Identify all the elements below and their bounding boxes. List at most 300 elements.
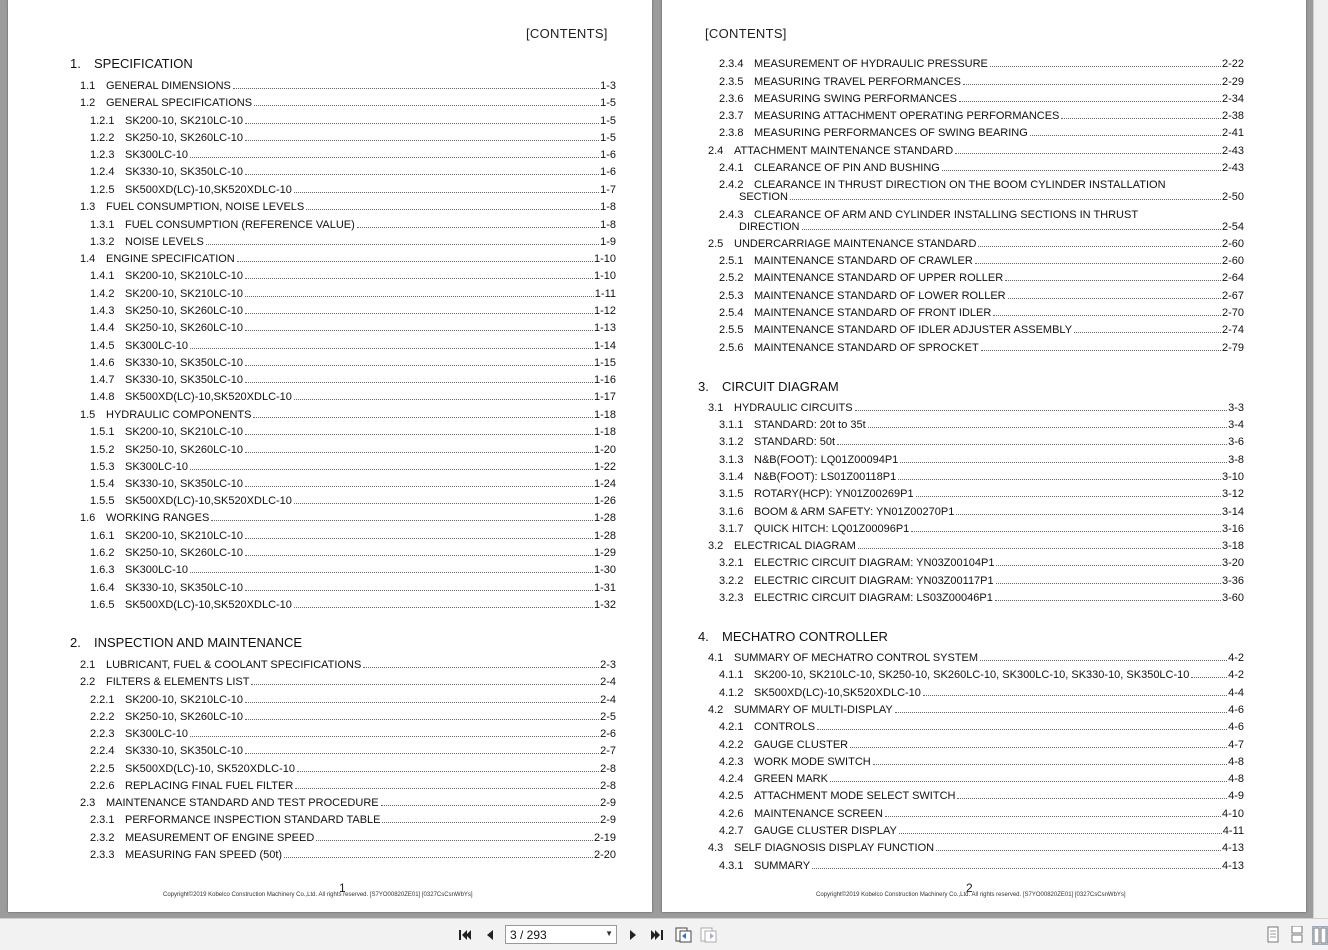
toc-entry[interactable] [90,444,616,458]
toc-entry[interactable] [90,305,616,319]
leader-dots [245,330,593,331]
toc-entry-number: 2.3.3 [90,849,115,861]
toc-entry-number: 4.3 [708,842,724,854]
toc-entry[interactable] [719,860,1244,874]
toc-entry[interactable] [90,832,616,846]
toc-entry-title: FUEL CONSUMPTION, NOISE LEVELS [106,201,305,213]
toc-entry-title: SK250-10, SK260LC-10 [125,711,244,723]
toc-entry[interactable] [719,790,1244,804]
toc-entry-continuation[interactable] [739,221,1244,235]
toc-entry[interactable] [80,659,616,673]
toc-entry-page: 3-6 [1228,436,1244,448]
toc-entry-title: SUMMARY [754,860,811,872]
toc-entry-number: 4.3.1 [719,860,744,872]
toc-entry-title: SK500XD(LC)-10,SK520XDLC-10 [125,599,292,611]
toc-entry[interactable] [719,162,1244,176]
toc-entry[interactable] [719,808,1244,822]
toc-entry-number: 1.6 [80,512,96,524]
toc-entry-page: 1-12 [593,305,616,317]
toc-entry[interactable] [719,669,1244,683]
leader-dots [812,868,1221,869]
toc-entry[interactable] [80,409,616,423]
toc-entry[interactable] [90,426,616,440]
toc-entry-title: SK330-10, SK350LC-10 [125,374,244,386]
toc-entry[interactable] [719,523,1244,537]
continuous-view-icon[interactable] [1290,926,1304,943]
leader-dots [190,157,599,158]
toc-entry[interactable] [90,547,616,561]
toc-entry-page: 1-16 [593,374,616,386]
facing-view-icon[interactable] [1312,926,1328,945]
leader-dots [942,170,1221,171]
toc-entry-page: 4-10 [1221,808,1244,820]
single-page-view-icon[interactable] [1266,926,1280,943]
toc-entry[interactable] [80,80,616,94]
toc-entry-number: 2.2.3 [90,728,115,740]
leader-dots [245,753,599,754]
toc-entry-number: 1.4.3 [90,305,115,317]
toc-entry[interactable] [90,530,616,544]
toc-entry-page: 1-17 [593,391,616,403]
toc-entry-number: 1.4.2 [90,288,115,300]
toc-entry-page: 3-10 [1221,471,1244,483]
toc-entry[interactable] [719,255,1244,269]
leader-dots [895,712,1227,713]
toc-entry-number: 4.2.6 [719,808,744,820]
leader-dots [957,798,1227,799]
toc-entry-number: 4.1.2 [719,687,744,699]
toc-entry[interactable] [708,402,1244,416]
toc-entry[interactable] [719,592,1244,606]
toc-entry-number: 2.2.1 [90,694,115,706]
toc-entry-title: MAINTENANCE STANDARD OF UPPER ROLLER [754,272,1004,284]
chevron-down-icon[interactable]: ▼ [605,929,613,938]
toc-entry[interactable] [719,127,1244,141]
toc-entry-title: SK200-10, SK210LC-10 [125,288,244,300]
toc-entry-page: 2-3 [600,659,616,671]
toc-entry[interactable] [708,540,1244,554]
leader-dots [868,427,1227,428]
toc-entry-title: PERFORMANCE INSPECTION STANDARD TABLE [125,814,381,826]
toc-entry-number: 2.3.1 [90,814,115,826]
toc-entry[interactable] [719,290,1244,304]
leader-dots [996,565,1221,566]
leader-dots [996,583,1221,584]
toc-entry-title: QUICK HITCH: LQ01Z00096P1 [754,523,910,535]
toc-entry-title: STANDARD: 50t [754,436,836,448]
toc-entry-number: 1.5 [80,409,96,421]
toc-entry-page: 2-34 [1221,93,1244,105]
toc-entry-page: 2-29 [1221,76,1244,88]
toc-entry-number: 3.1.3 [719,454,744,466]
toc-entry[interactable] [90,340,616,354]
toc-entry-title: MEASUREMENT OF ENGINE SPEED [125,832,315,844]
toc-entry-page: 4-7 [1228,739,1244,751]
toc-entry-number: 1.4 [80,253,96,265]
toc-entry[interactable] [708,145,1244,159]
toc-entry-page: 3-16 [1221,523,1244,535]
toc-entry-page: 1-30 [593,564,616,576]
section-heading[interactable] [70,635,302,650]
toc-entry-page: 1-32 [593,599,616,611]
next-page-button[interactable] [624,926,642,944]
toc-entry-page: 2-43 [1221,145,1244,157]
toc-entry-number: 2.3.4 [719,58,744,70]
toc-entry-number: 2.3.2 [90,832,115,844]
toc-entry-title: MEASURING TRAVEL PERFORMANCES [754,76,961,88]
toc-entry-number: 3.2 [708,540,724,552]
toc-entry-title: LUBRICANT, FUEL & COOLANT SPECIFICATIONS [106,659,362,671]
toc-entry[interactable] [90,495,616,509]
toc-entry-number: 2.4.3 [719,209,744,221]
toc-entry[interactable] [719,687,1244,701]
page-number-input[interactable] [505,925,617,944]
next-view-icon [700,927,718,943]
toc-entry-title: SK200-10, SK210LC-10 [125,426,244,438]
toc-entry-title: N&B(FOOT): LS01Z00118P1 [754,471,897,483]
previous-page-button[interactable] [481,926,499,944]
toc-entry-number: 4.2.5 [719,790,744,802]
toc-entry-title: SK250-10, SK260LC-10 [125,322,244,334]
toc-entry-title: SK500XD(LC)-10,SK520XDLC-10 [754,687,921,699]
toc-entry-number: 1.4.7 [90,374,115,386]
toc-entry-title: SK330-10, SK350LC-10 [125,745,244,757]
toc-entry-number: 3.1.6 [719,506,744,518]
toc-entry-title: SK300LC-10 [125,149,188,161]
toc-entry[interactable] [719,454,1244,468]
leader-dots [245,174,599,175]
last-page-button[interactable] [648,926,666,944]
toc-entry-title: ELECTRICAL DIAGRAM [734,540,856,552]
leader-dots [190,469,593,470]
toc-entry-number: 2.4.1 [719,162,744,174]
section-number: 1. [70,56,81,71]
leader-dots [923,695,1227,696]
toc-entry-page: 3-60 [1221,592,1244,604]
toc-entry-page: 1-10 [593,270,616,282]
toc-entry-page: 1-15 [593,357,616,369]
toc-entry-page: 3-14 [1221,506,1244,518]
toc-entry-number: 1.2.5 [90,184,115,196]
contents-header: [CONTENTS] [526,26,608,41]
leader-dots [955,153,1221,154]
toc-entry[interactable] [90,391,616,405]
toc-entry-number: 2.4.2 [719,179,744,191]
toc-entry-title: SK200-10, SK210LC-10 [125,530,244,542]
toc-entry-page: 1-18 [593,409,616,421]
toc-entry-number: 1.5.5 [90,495,115,507]
toc-entry[interactable] [80,253,616,267]
toc-entry-title: CLEARANCE OF ARM AND CYLINDER INSTALLING SECTIONS IN THRUST [754,209,1139,221]
next-page-icon [628,928,638,942]
toc-entry[interactable] [90,374,616,388]
toc-entry-number: 3.2.2 [719,575,744,587]
toc-entry[interactable] [90,763,616,777]
toc-entry-number: 4.1 [708,652,724,664]
toc-entry[interactable] [708,704,1244,718]
toc-entry-number: 2.2.2 [90,711,115,723]
leader-dots [837,444,1227,445]
toc-entry-page: 1-10 [593,253,616,265]
leader-dots [211,520,593,521]
toc-entry-page: 4-8 [1228,773,1244,785]
toc-entry-title: BOOM & ARM SAFETY: YN01Z00270P1 [754,506,955,518]
toc-entry[interactable] [708,842,1244,856]
toc-entry[interactable] [719,436,1244,450]
toc-entry[interactable] [719,110,1244,124]
toc-entry-page: 1-28 [593,530,616,542]
toc-entry[interactable] [90,166,616,180]
toc-entry-title: REPLACING FINAL FUEL FILTER [125,780,294,792]
toc-entry[interactable] [719,557,1244,571]
toc-entry-title: GAUGE CLUSTER DISPLAY [754,825,897,837]
toc-entry-title: SK200-10, SK210LC-10, SK250-10, SK260LC-10, SK300LC-10, SK330-10, SK350LC-10 [754,669,1190,681]
toc-entry-page: 1-28 [593,512,616,524]
next-view-button[interactable] [700,926,718,944]
toc-entry[interactable] [90,849,616,863]
toc-entry[interactable] [719,488,1244,502]
toc-entry[interactable] [90,478,616,492]
toc-entry-page: 3-20 [1221,557,1244,569]
section-heading[interactable] [698,379,839,394]
toc-entry-title: SK250-10, SK260LC-10 [125,132,244,144]
toc-entry-page: 2-74 [1221,324,1244,336]
toc-entry-number: 2.3.7 [719,110,744,122]
toc-entry-number: 1.3.2 [90,236,115,248]
leader-dots [956,514,1221,515]
toc-entry[interactable] [719,575,1244,589]
toc-entry-number: 2.5.4 [719,307,744,319]
toc-entry-number: 2.2.5 [90,763,115,775]
leader-dots [900,462,1227,463]
toc-entry[interactable] [90,728,616,742]
leader-dots [885,816,1221,817]
toc-entry-page: 1-8 [600,219,616,231]
toc-entry-title: SUMMARY OF MULTI-DISPLAY [734,704,893,716]
toc-entry[interactable] [719,58,1244,72]
toc-entry[interactable] [719,756,1244,770]
toc-entry-title: MAINTENANCE STANDARD OF FRONT IDLER [754,307,992,319]
toc-entry[interactable] [90,582,616,596]
leader-dots [245,702,599,703]
toc-entry-title: SUMMARY OF MECHATRO CONTROL SYSTEM [734,652,979,664]
leader-dots [1061,118,1221,119]
toc-entry[interactable] [90,115,616,129]
leader-dots [790,199,1221,200]
leader-dots [245,486,593,487]
toc-entry-number: 1.6.1 [90,530,115,542]
toc-entry-title: ATTACHMENT MAINTENANCE STANDARD [734,145,954,157]
toc-entry-title: ELECTRIC CIRCUIT DIAGRAM: YN03Z00104P1 [754,557,995,569]
table-of-contents-left [8,0,652,912]
section-heading[interactable] [70,56,193,71]
copyright-footer: Copyright©2019 Kobelco Construction Machinery Co.,Ltd. All rights reserved. [S7YO00820ZE01] [0327CsCsnWbYs] [163,892,473,898]
leader-dots [245,434,593,435]
section-number: 2. [70,635,81,650]
toc-entry-page: 2-4 [600,694,616,706]
section-title: SPECIFICATION [94,56,193,71]
section-title: INSPECTION AND MAINTENANCE [94,635,303,650]
toc-entry-page: 2-38 [1221,110,1244,122]
leader-dots [237,261,593,262]
leader-dots [251,684,599,685]
toc-entry-page: 2-19 [593,832,616,844]
toc-entry[interactable] [719,342,1244,356]
pdf-page-left [8,0,652,912]
toc-entry[interactable] [90,132,616,146]
toc-entry[interactable] [719,324,1244,338]
toc-entry-number: 3.2.3 [719,592,744,604]
toc-entry-title: SK330-10, SK350LC-10 [125,582,244,594]
toc-entry-title: FILTERS & ELEMENTS LIST [106,676,250,688]
leader-dots [911,531,1221,532]
leader-dots [936,850,1221,851]
toc-entry-page: 1-11 [594,288,616,300]
toc-entry-number: 3.1.7 [719,523,744,535]
toc-entry[interactable] [90,322,616,336]
toc-entry-page: 1-5 [600,97,616,109]
toc-entry-title: WORKING RANGES [106,512,210,524]
toc-entry-title: SK200-10, SK210LC-10 [125,694,244,706]
toc-entry-title: GENERAL DIMENSIONS [106,80,231,92]
toc-entry-page: 2-64 [1221,272,1244,284]
toc-entry[interactable] [719,93,1244,107]
toc-entry-page: 4-4 [1228,687,1244,699]
toc-entry[interactable] [90,219,616,233]
toc-entry-page: 2-8 [600,780,616,792]
toc-entry-title: HYDRAULIC CIRCUITS [734,402,853,414]
toc-entry-number: 1.5.1 [90,426,115,438]
toc-entry-title: ELECTRIC CIRCUIT DIAGRAM: LS03Z00046P1 [754,592,993,604]
toc-entry[interactable] [90,780,616,794]
toc-entry[interactable] [719,773,1244,787]
toc-entry[interactable] [80,676,616,690]
toc-entry-title: SK200-10, SK210LC-10 [125,115,244,127]
toc-entry[interactable] [90,711,616,725]
toc-entry-page: 1-22 [593,461,616,473]
toc-entry-title: SK330-10, SK350LC-10 [125,478,244,490]
toc-entry-title: SK250-10, SK260LC-10 [125,547,244,559]
toc-entry-page: 2-4 [600,676,616,688]
toc-entry-title: SECTION [739,191,788,203]
leader-dots [1005,280,1221,281]
toc-entry[interactable] [90,599,616,613]
leader-dots [190,348,593,349]
toc-entry-number: 1.4.4 [90,322,115,334]
leader-dots [855,410,1228,411]
toc-entry-title: MAINTENANCE STANDARD OF SPROCKET [754,342,979,354]
leader-dots [980,660,1227,661]
toc-entry-number: 2.3 [80,797,96,809]
toc-entry-number: 1.4.8 [90,391,115,403]
toc-entry-title: SK200-10, SK210LC-10 [125,270,244,282]
toc-entry[interactable] [719,307,1244,321]
toc-entry-title: SK500XD(LC)-10, SK520XDLC-10 [125,763,295,775]
vertical-scrollbar[interactable] [1313,0,1328,918]
leader-dots [858,548,1221,549]
toc-entry-page: 4-2 [1228,669,1244,681]
leader-dots [975,263,1221,264]
toc-entry[interactable] [80,512,616,526]
toc-entry[interactable] [90,357,616,371]
toc-entry-title: N&B(FOOT): LQ01Z00094P1 [754,454,899,466]
toc-entry[interactable] [719,471,1244,485]
toc-entry-number: 3.1 [708,402,724,414]
toc-entry[interactable] [90,745,616,759]
toc-entry-continuation[interactable] [739,191,1244,205]
toc-entry-page: 3-8 [1228,454,1244,466]
toc-entry[interactable] [90,270,616,284]
toc-entry-page: 2-7 [600,745,616,757]
leader-dots [245,719,599,720]
toc-entry-page: 2-22 [1221,58,1244,70]
first-page-button[interactable] [456,926,474,944]
toc-entry[interactable] [719,419,1244,433]
toc-entry-page: 4-8 [1228,756,1244,768]
toc-entry[interactable] [90,461,616,475]
toc-entry-title: SK330-10, SK350LC-10 [125,166,244,178]
toc-entry-page: 3-18 [1221,540,1244,552]
toc-entry[interactable] [80,97,616,111]
toc-entry[interactable] [90,149,616,163]
leader-dots [316,840,593,841]
toc-entry-title: SK300LC-10 [125,564,188,576]
toc-entry[interactable] [90,184,616,198]
leader-dots [978,246,1221,247]
toc-entry[interactable] [80,201,616,215]
toc-entry-number: 4.2.2 [719,739,744,751]
toc-entry[interactable] [90,814,616,828]
toc-entry[interactable] [719,739,1244,753]
toc-entry[interactable] [719,506,1244,520]
toc-entry-number: 4.2 [708,704,724,716]
leader-dots [306,209,599,210]
first-page-icon [458,928,472,942]
toc-entry[interactable] [90,288,616,302]
leader-dots [206,244,599,245]
toc-entry-page: 1-9 [600,236,616,248]
toc-entry-title: SK500XD(LC)-10,SK520XDLC-10 [125,184,292,196]
toc-entry[interactable] [80,797,616,811]
toc-entry[interactable] [90,694,616,708]
toc-entry-number: 2.4 [708,145,724,157]
leader-dots [245,590,593,591]
leader-dots [245,382,593,383]
toc-entry-number: 1.4.5 [90,340,115,352]
toc-entry[interactable] [719,76,1244,90]
leader-dots [1008,298,1221,299]
toc-entry[interactable] [719,721,1244,735]
toc-entry-page: 1-24 [593,478,616,490]
toc-entry-page: 2-43 [1221,162,1244,174]
leader-dots [990,66,1221,67]
toc-entry[interactable] [719,272,1244,286]
toc-entry-title: CLEARANCE OF PIN AND BUSHING [754,162,940,174]
toc-entry[interactable] [719,825,1244,839]
toc-entry-title: UNDERCARRIAGE MAINTENANCE STANDARD [734,238,977,250]
previous-view-button[interactable] [675,926,693,944]
section-heading[interactable] [698,629,888,644]
toc-entry-number: 1.5.2 [90,444,115,456]
toc-entry-title: FUEL CONSUMPTION (REFERENCE VALUE) [125,219,355,231]
toc-entry[interactable] [708,238,1244,252]
leader-dots [254,105,599,106]
toc-entry-number: 1.5.4 [90,478,115,490]
toc-entry[interactable] [90,236,616,250]
toc-entry-page: 2-8 [600,763,616,775]
toc-entry[interactable] [708,652,1244,666]
toc-entry[interactable] [90,564,616,578]
